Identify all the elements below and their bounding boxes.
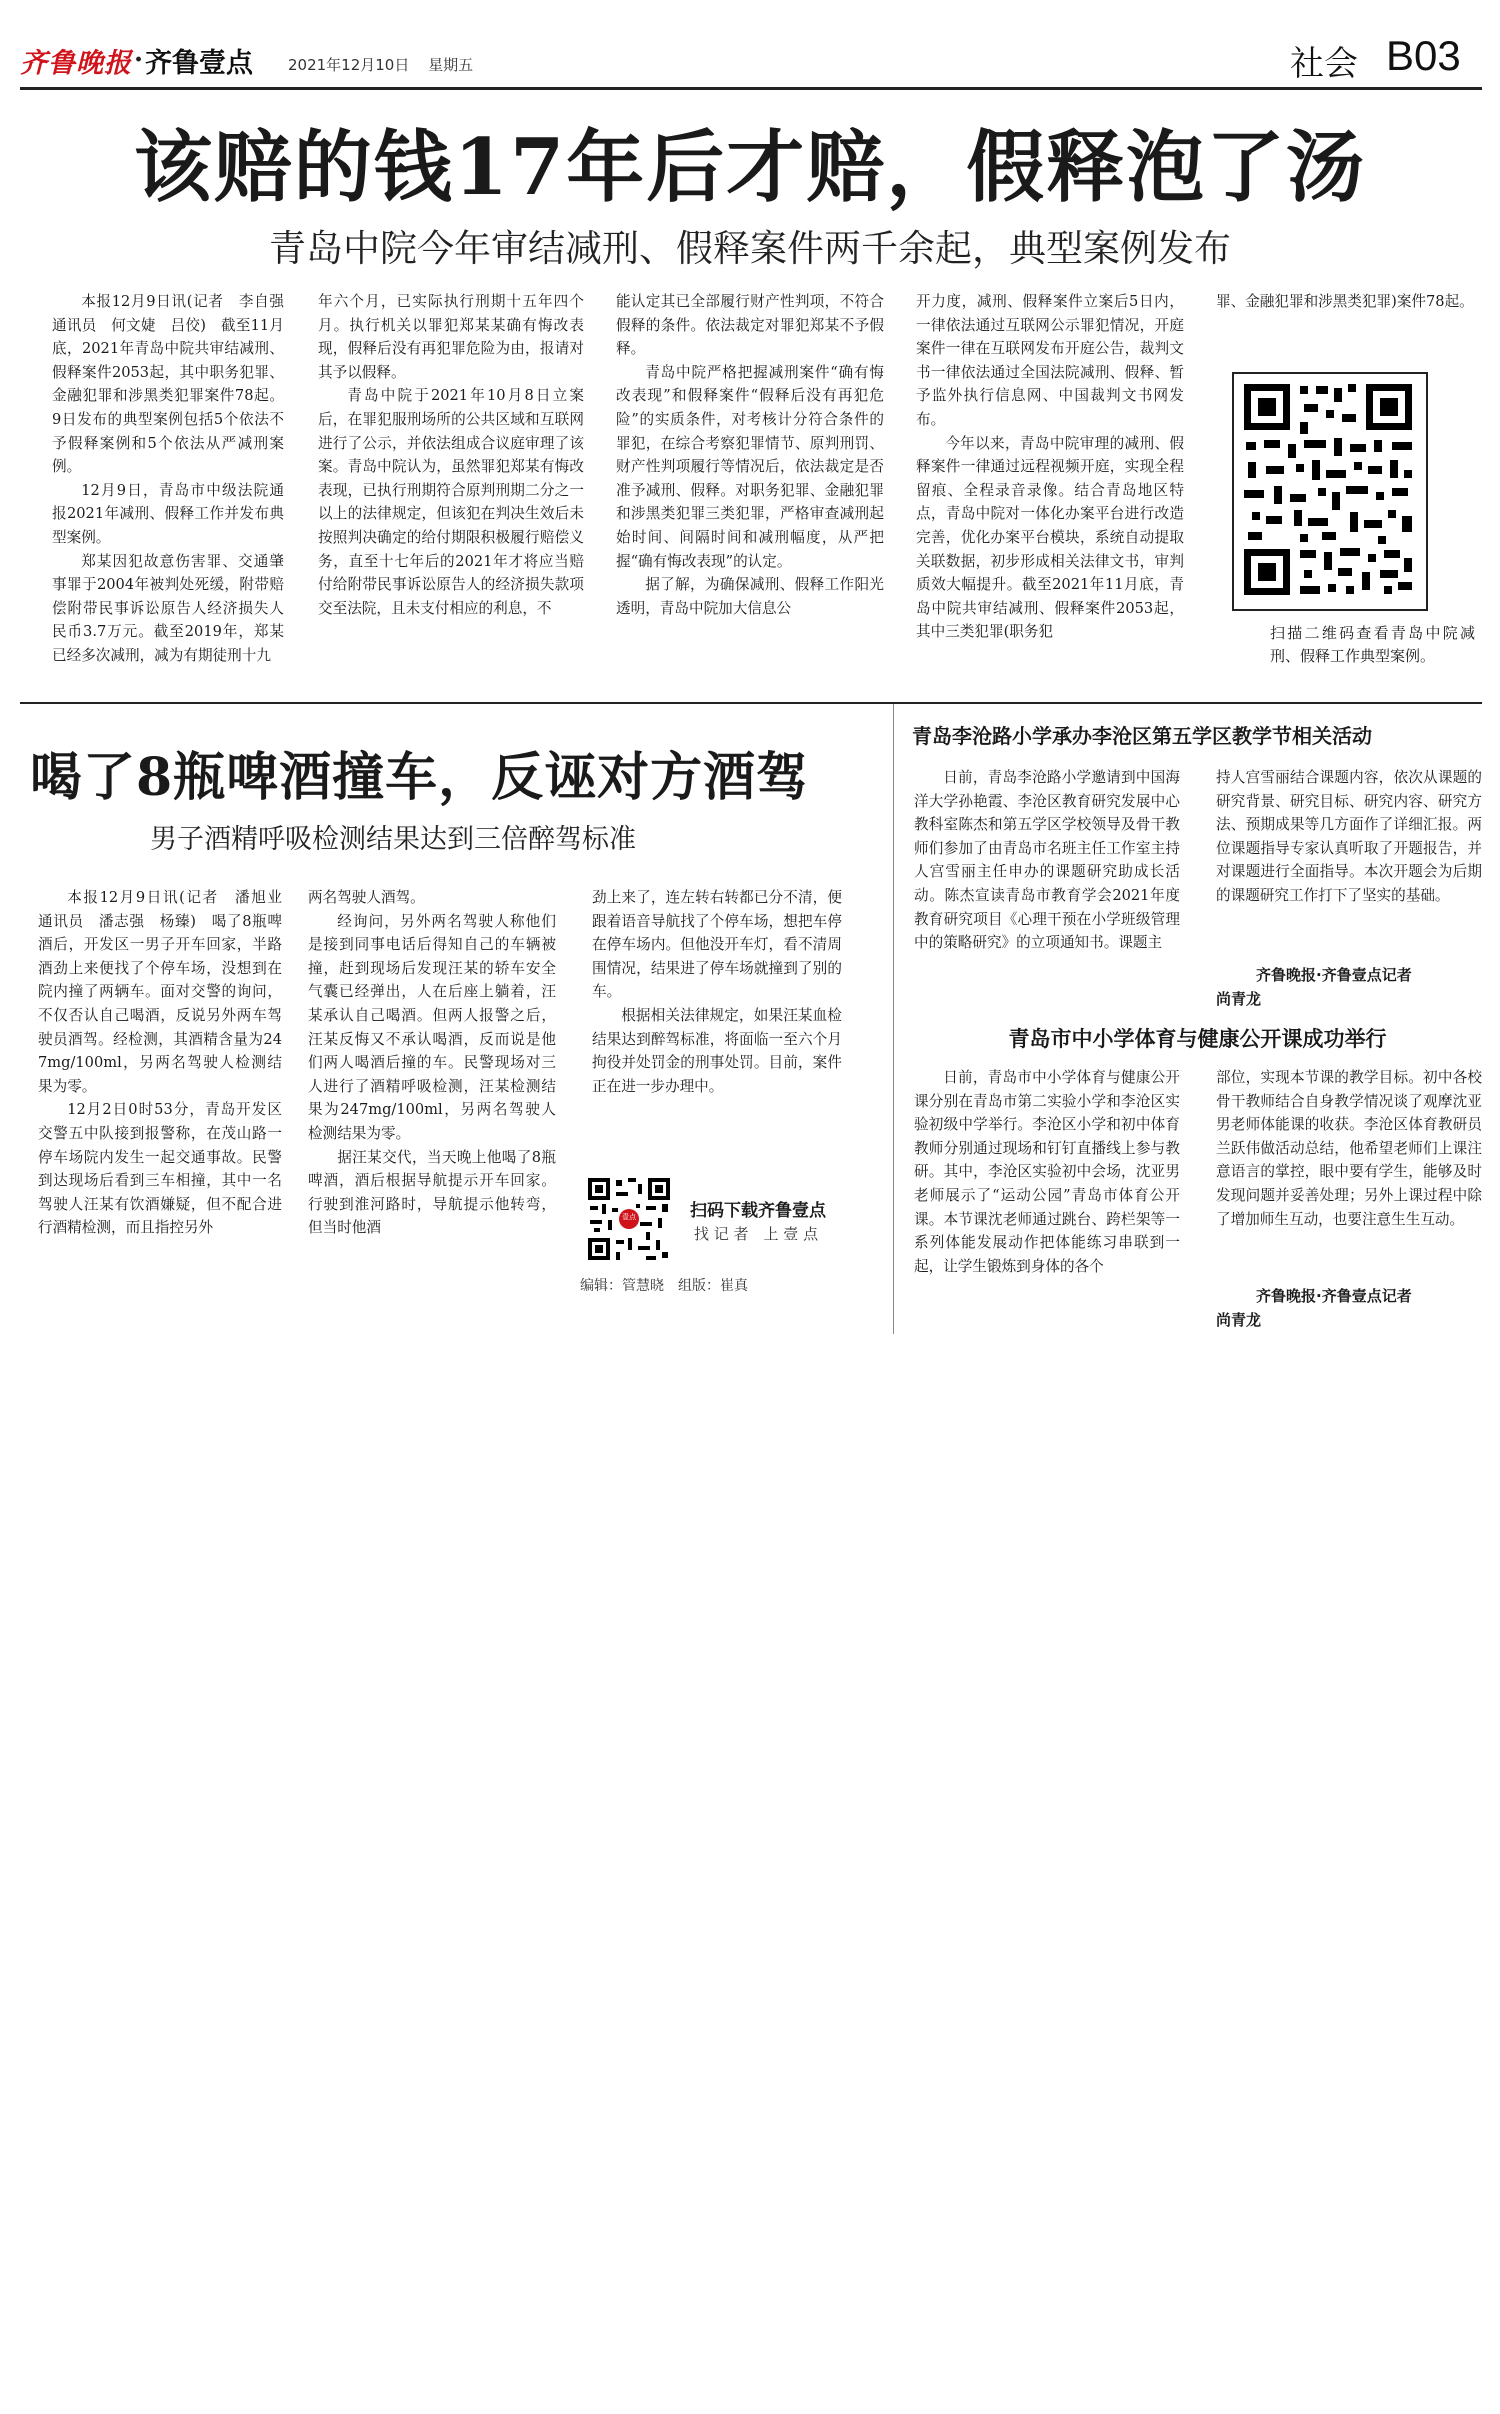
masthead-logo bbox=[20, 40, 253, 80]
section-name: 社会 bbox=[1290, 44, 1358, 84]
paragraph: 劲上来了，连左转右转都已分不清，便跟着语音导航找了个停车场，想把车停在停车场内。但他没开车灯，看不清周围情况，结果进了停车场就撞到了别的车。 bbox=[592, 889, 842, 1001]
byline-outlet: 齐鲁晚报·齐鲁壹点记者 bbox=[1256, 966, 1412, 984]
date-text: 2021年12月10日 bbox=[288, 56, 410, 74]
paragraph: 12月9日，青岛市中级法院通报2021年减刑、假释工作并发布典型案例。 bbox=[52, 481, 284, 546]
article3-col1 bbox=[914, 766, 1180, 1066]
paragraph: 根据相关法律规定，如果汪某血检结果达到醉驾标准，将面临一至六个月拘役并处罚金的刑事处罚。目前，案件正在进一步办理中。 bbox=[592, 1006, 842, 1095]
article2-subtitle: 男子酒精呼吸检测结果达到三倍醉驾标准 bbox=[150, 824, 636, 855]
paragraph: 据汪某交代，当天晚上他喝了8瓶啤酒，酒后根据导航提示开车回家。行驶到淮河路时，导航提示他转弯，但当时他酒 bbox=[308, 1148, 556, 1237]
article4-col2 bbox=[1216, 1066, 1482, 1281]
article1-subtitle: 青岛中院今年审结减刑、假释案件两千余起，典型案例发布 bbox=[269, 227, 1231, 270]
article3-col2 bbox=[1216, 766, 1482, 966]
qr-code-icon bbox=[1234, 374, 1422, 605]
article2-col1 bbox=[38, 886, 297, 1326]
article2-col2 bbox=[308, 886, 556, 1326]
header-rule bbox=[20, 87, 1482, 90]
right-column-divider bbox=[893, 704, 894, 1334]
article3-title: 青岛李沧路小学承办李沧区第五学区教学节相关活动 bbox=[912, 724, 1372, 748]
qr-center-label: 壹点 bbox=[622, 1213, 636, 1221]
article3-byline-name: 尚青龙 bbox=[1216, 990, 1262, 1008]
paragraph: 据了解，为确保减刑、假释工作阳光透明，青岛中院加大信息公 bbox=[616, 576, 884, 617]
article4-byline-name: 尚青龙 bbox=[1216, 1311, 1262, 1329]
paragraph: 日前，青岛市中小学体育与健康公开课分别在青岛市第二实验小学和李沧区实验初级中学举行。李沧区小学和初中体育教师分别通过现场和钉钉直播线上参与教研。其中，李沧区实验初中会场，沈亚男老师展示了“运动公园”青岛市体育公开课。本节课沈老师通过跳台、跨栏架等一系列体能发展动作把体能练习串联到一起，让学生锻炼到身体的各个 bbox=[914, 1069, 1180, 1275]
logo-qilu-evening: 齐鲁晚报 bbox=[20, 47, 132, 79]
logo-dot: · bbox=[134, 45, 144, 75]
page-number bbox=[1386, 32, 1461, 80]
logo-qilu-yidian: 齐鲁壹点 bbox=[145, 47, 254, 79]
article2-title: 喝了8瓶啤酒撞车，反诬对方酒驾 bbox=[30, 747, 810, 808]
editor-credit: 编辑：管慧晓 组版：崔真 bbox=[580, 1278, 748, 1294]
weekday-text: 星期五 bbox=[428, 56, 474, 74]
paragraph: 经询问，另外两名驾驶人称他们是接到同事电话后得知自己的车辆被撞，赶到现场后发现汪某的轿车安全气囊已经弹出，人在后座上躺着，汪某承认自己喝酒。但两人报警之后，汪某反悔又不承认喝酒，反而说是他们两人喝酒后撞的车。民警现场对三人进行了酒精呼吸检测，汪某检测结果为247mg/100ml，另两名驾驶人检测结果为零。 bbox=[308, 912, 556, 1142]
paragraph: 两名驾驶人酒驾。 bbox=[308, 889, 425, 906]
article1-title: 该赔的钱17年后才赔，假释泡了汤 bbox=[133, 122, 1367, 213]
paragraph: 本报12月9日讯(记者 李自强 通讯员 何文婕 吕佼) 截至11月底，2021年青岛中院共审结减刑、假释案件2053起，其中职务犯罪、金融犯罪和涉黑类犯罪案件78起。9日发布的典型案例包括5个依法不予假释案例和5个依法从严减刑案例。 bbox=[52, 293, 299, 476]
article4-title: 青岛市中小学体育与健康公开课成功举行 bbox=[1008, 1027, 1387, 1051]
article1-qr-caption: 扫描二维码查看青岛中院减刑、假释工作典型案例。 bbox=[1270, 624, 1475, 665]
paragraph: 开力度，减刑、假释案件立案后5日内，一律依法通过互联网公示罪犯情况，开庭案件一律在互联网发布开庭公告，裁判文书一律依法通过全国法院减刑、假释、暂予监外执行信息网、中国裁判文书网发布。 bbox=[916, 293, 1184, 428]
paragraph: 今年以来，青岛中院审理的减刑、假释案件一律通过远程视频开庭，实现全程留痕、全程录音录像。结合青岛地区特点，青岛中院对一体化办案平台进行改造完善，优化办案平台模块，系统自动提取关联数据，初步形成相关法律文书，审判质效大幅提升。截至2021年11月底，青岛中院共审结减刑、假释案件2053起，其中三类犯罪(职务犯 bbox=[916, 434, 1184, 641]
article4-byline: 齐鲁晚报·齐鲁壹点记者 bbox=[1256, 1287, 1412, 1305]
paragraph: 青岛中院于2021年10月8日立案后，在罪犯服刑场所的公共区域和互联网进行了公示，并依法组成合议庭审理了该案。青岛中院认为，虽然罪犯郑某有悔改表现，已执行刑期符合原判刑期二分之一以上的法律规定，但该犯在判决生效后未按照判决确定的给付期限积极履行赔偿义务，直至十七年后的2021年才将应当赔付给附带民事诉讼原告人的经济损失款项交至法院，且未支付相应的利息，不 bbox=[318, 387, 584, 617]
paragraph: 日前，青岛李沧路小学邀请到中国海洋大学孙艳霞、李沧区教育研究发展中心教科室陈杰和第五学区学校领导及骨干教师们参加了由青岛市名班主任工作室主持人宫雪丽主任申办的课题研究助成长活动。陈杰宣读青岛市教育学会2021年度教育研究项目《心理干预在小学班级管理中的策略研究》的立项通知书。课题主 bbox=[914, 769, 1180, 952]
paragraph: 年六个月，已实际执行刑期十五年四个月。执行机关以罪犯郑某某确有悔改表现，假释后没有再犯罪危险为由，报请对其予以假释。 bbox=[318, 293, 584, 381]
paragraph: 罪、金融犯罪和涉黑类犯罪)案件78起。 bbox=[1216, 293, 1474, 310]
article1-col3 bbox=[616, 290, 884, 685]
article2-col3 bbox=[592, 886, 842, 1146]
article1-col2 bbox=[318, 290, 584, 685]
paragraph: 本报12月9日讯(记者 潘旭业 通讯员 潘志强 杨臻) 喝了8瓶啤酒后，开发区一男子开车回家，半路酒劲上来便找了个停车场，没想到在院内撞了两辆车。面对交警的询问，不仅否认自己喝酒，反说另外两车驾驶员酒驾。经检测，其酒精含量为247mg/100ml，另两名驾驶人检测结果为零。 bbox=[38, 889, 297, 1095]
article3-byline bbox=[1256, 963, 1412, 987]
paragraph: 持人宫雪丽结合课题内容，依次从课题的研究背景、研究目标、研究内容、研究方法、预期成果等几方面作了详细汇报。两位课题指导专家认真听取了开题报告，并对课题进行全面指导。本次开题会为后期的课题研究工作打下了坚实的基础。 bbox=[1216, 769, 1482, 904]
app-download-qr[interactable] bbox=[586, 1176, 672, 1262]
article1-divider bbox=[20, 702, 1482, 704]
paragraph: 青岛中院严格把握减刑案件“确有悔改表现”和假释案件“假释后没有再犯危险”的实质条件，对考核计分符合条件的罪犯，在综合考察犯罪情节、原判刑罚、财产性判项履行等情况后，依法裁定是否准予减刑、假释。对职务犯罪、金融犯罪和涉黑类犯罪三类犯罪，严格审查减刑起始时间、间隔时间和减刑幅度，从严把握“确有悔改表现”的认定。 bbox=[616, 363, 884, 570]
issue-date bbox=[288, 54, 473, 75]
article1-qr-code[interactable] bbox=[1232, 372, 1428, 611]
app-download-sub: 找 记 者 上 壹 点 bbox=[694, 1225, 819, 1243]
page-number-text: B03 bbox=[1386, 32, 1461, 79]
paragraph: 郑某因犯故意伤害罪、交通肇事罪于2004年被判处死缓，附带赔偿附带民事诉讼原告人经济损失人民币3.7万元。截至2019年，郑某已经多次减刑，减为有期徒刑十九 bbox=[52, 552, 284, 664]
article1-col4 bbox=[916, 290, 1184, 685]
paragraph: 部位，实现本节课的教学目标。初中各校骨干教师结合自身教学情况谈了观摩沈亚男老师体能课的收获。李沧区体育教研员兰跃伟做活动总结，他希望老师们上课注意语言的掌控，眼中要有学生，能够及时发现问题并妥善处理；另外上课过程中除了增加师生互动，也要注意生生互动。 bbox=[1216, 1069, 1482, 1228]
paragraph: 能认定其已全部履行财产性判项，不符合假释的条件。依法裁定对罪犯郑某不予假释。 bbox=[616, 293, 884, 358]
app-download-title: 扫码下载齐鲁壹点 bbox=[690, 1201, 826, 1221]
article1-col1 bbox=[52, 290, 299, 685]
section-label bbox=[1290, 36, 1358, 85]
article1-col5 bbox=[1216, 290, 1478, 350]
article4-col1 bbox=[914, 1066, 1180, 1336]
paragraph: 12月2日0时53分，青岛开发区交警五中队接到报警称，在茂山路一停车场院内发生一起交通事故。民警到达现场后看到三车相撞，其中一名驾驶人汪某有饮酒嫌疑，但不配合进行酒精检测，而且指控另外 bbox=[38, 1101, 282, 1237]
